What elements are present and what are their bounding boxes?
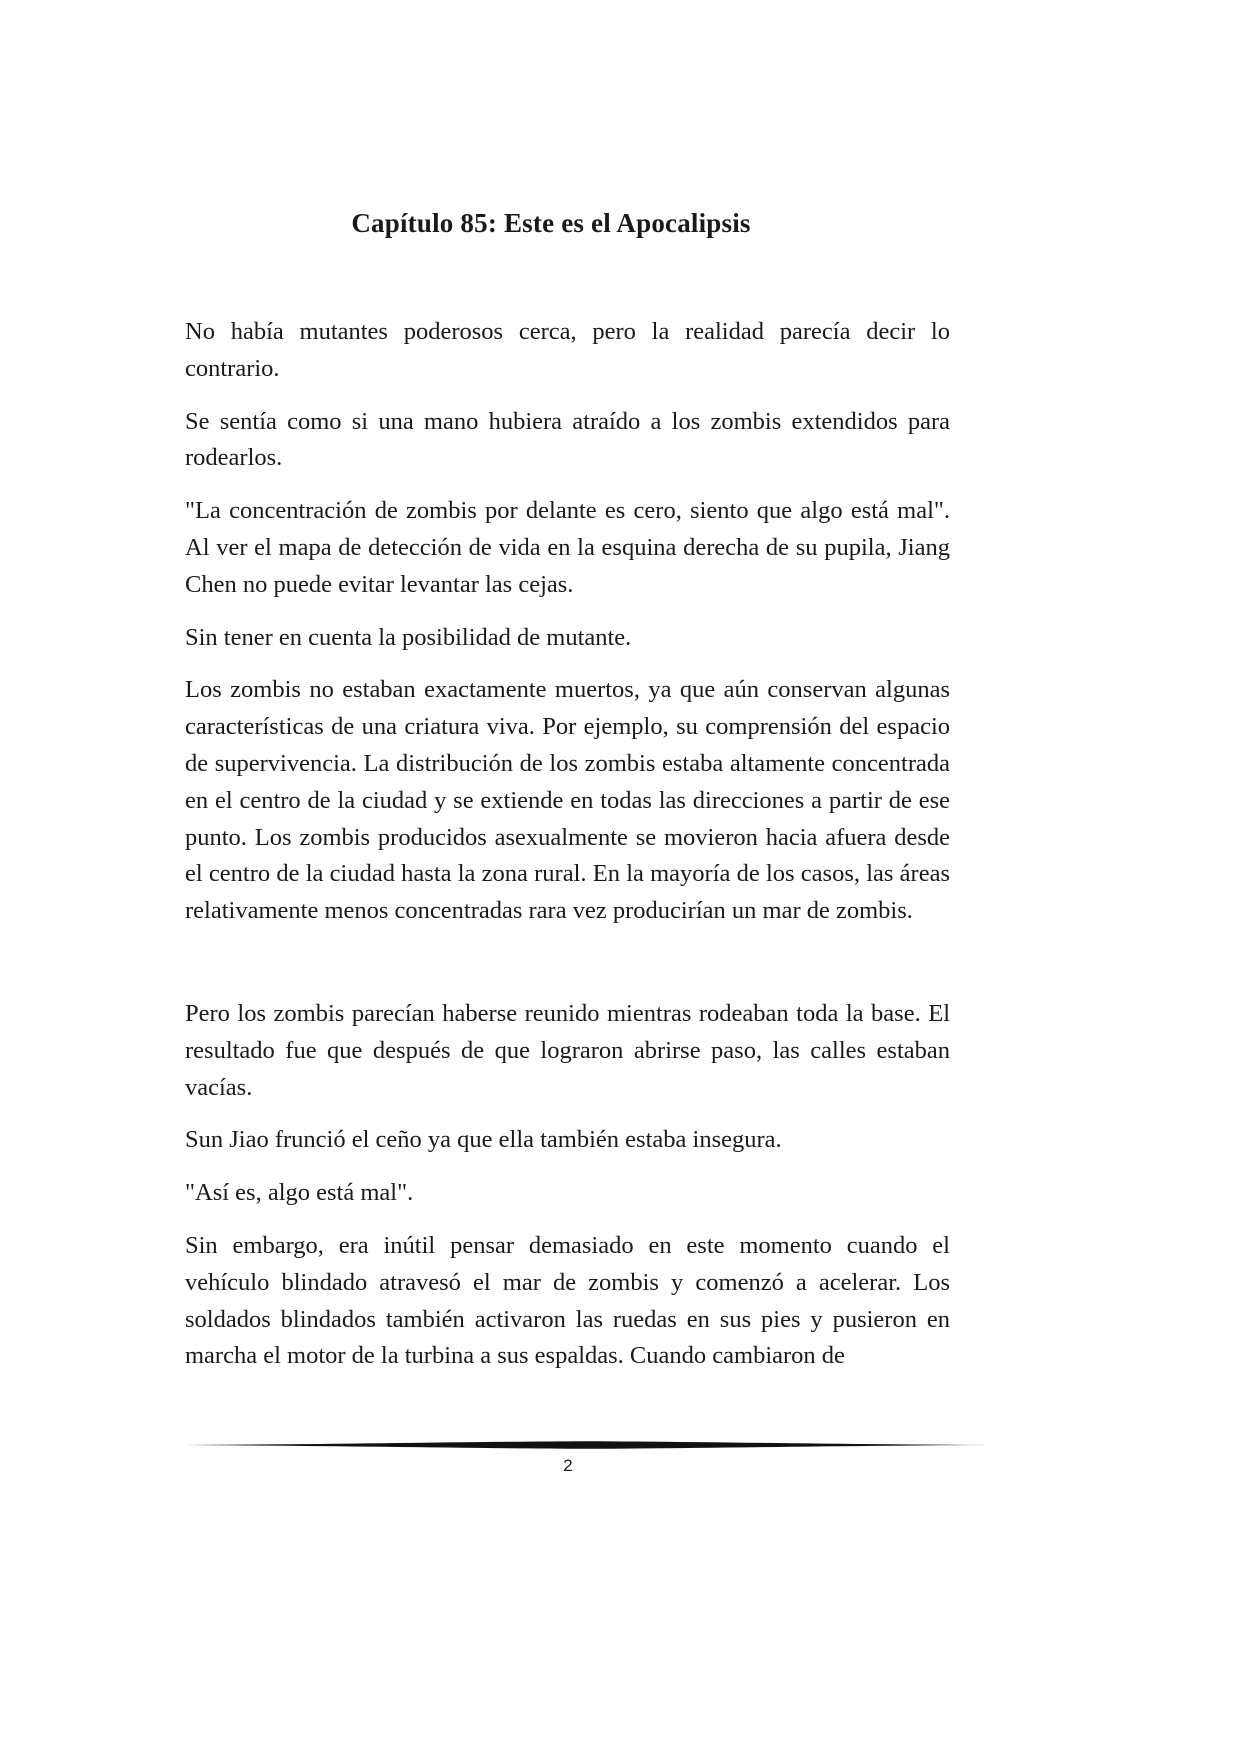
paragraph: Pero los zombis parecían haberse reunido mientras rodeaban toda la base. El resultado fue que después de que lograron abrirse paso, las calles estaban vacías. [185,999,950,1101]
paragraph: "Así es, algo está mal". [185,1179,414,1207]
paragraph: Sun Jiao frunció el ceño ya que ella también estaba insegura. [185,1126,782,1154]
paragraph: Se sentía como si una mano hubiera atraído a los zombis extendidos para rodearlos. [185,407,950,472]
paragraph: Sin embargo, era inútil pensar demasiado en este momento cuando el vehículo blindado atravesó el mar de zombis y comenzó a acelerar. Los soldados blindados también activaron las ruedas en sus pies y pusieron en marcha el motor de la turbina a sus espaldas. Cuando cambiaron de [185,1231,950,1370]
chapter-body [185,314,950,1391]
paragraph: Los zombis no estaban exactamente muertos, ya que aún conservan algunas características de una criatura viva. Por ejemplo, su comprensión del espacio de supervivencia. La distribución de los zombis estaba altamente concentrada en el centro de la ciudad y se extiende en todas las direcciones a partir de ese punto. Los zombis producidos asexualmente se movieron hacia afuera desde el centro de la ciudad hasta la zona rural. En la mayoría de los casos, las áreas relativamente menos concentradas rara vez producirían un mar de zombis. [185,676,950,925]
paragraph: "La concentración de zombis por delante es cero, siento que algo está mal". Al ver el mapa de detección de vida en la esquina derecha de su pupila, Jiang Chen no puede evitar levantar las cejas. [185,497,950,598]
page-number: 2 [563,1456,573,1475]
footer-divider [185,1440,989,1450]
paragraph: Sin tener en cuenta la posibilidad de mutante. [185,623,632,651]
paragraph: No había mutantes poderosos cerca, pero la realidad parecía decir lo contrario. [185,318,950,382]
chapter-title: Capítulo 85: Este es el Apocalipsis [351,208,751,238]
